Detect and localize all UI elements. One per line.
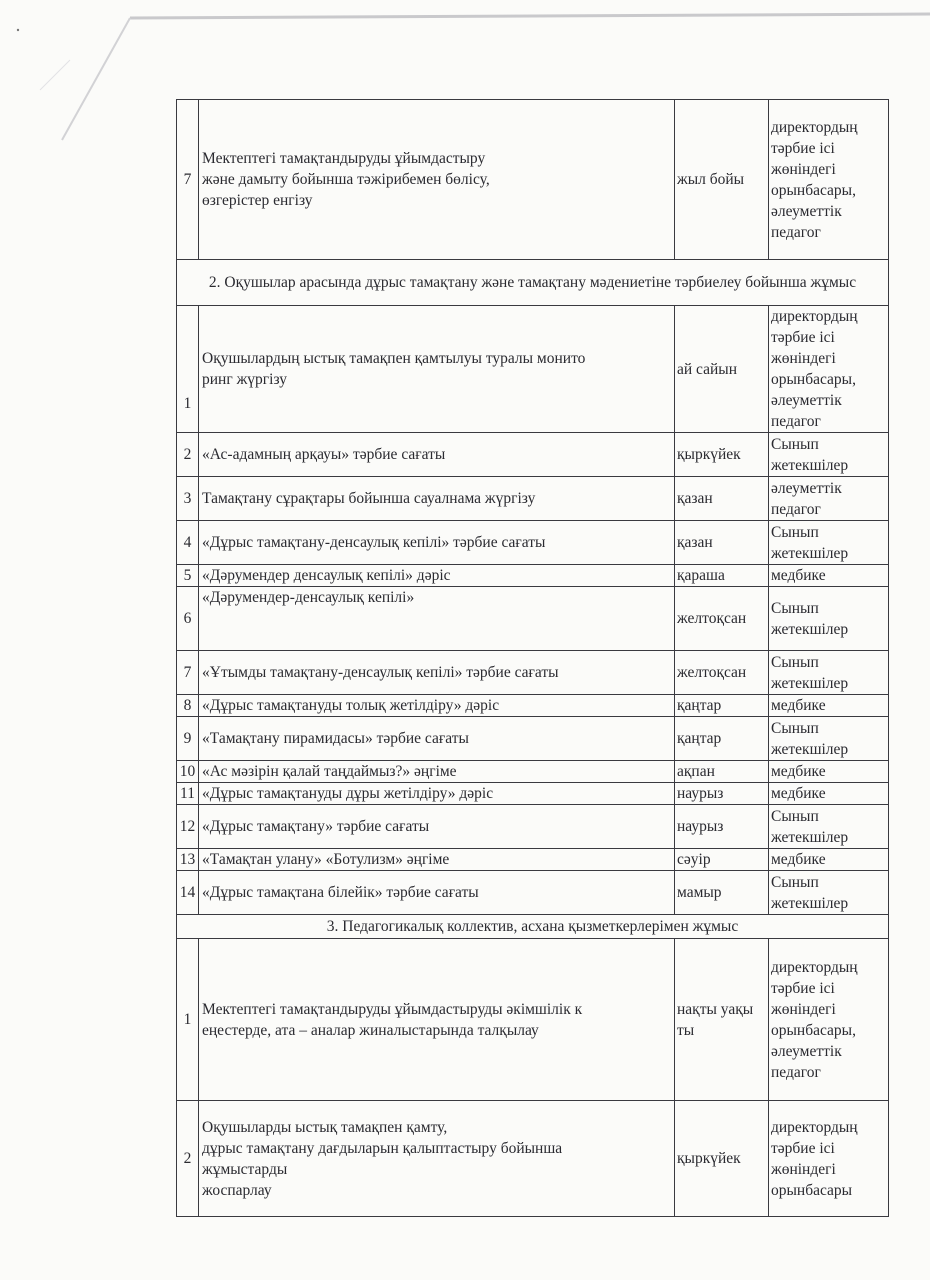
time-cell: сәуір	[675, 849, 769, 871]
activity-cell: «Дұрыс тамақтануды дұры жетілдіру» дәріс	[199, 783, 675, 805]
time-cell: желтоқсан	[675, 651, 769, 695]
row-number: 11	[177, 783, 199, 805]
activity-cell: Оқушылардың ыстық тамақпен қамтылуы туралы монито ринг жүргізу	[199, 306, 675, 433]
time-cell: қыркүйек	[675, 433, 769, 477]
time-cell: ай сайын	[675, 306, 769, 433]
time-cell: жыл бойы	[675, 100, 769, 260]
activity-cell: «Дұрыс тамақтану-денсаулық кепілі» тәрбие сағаты	[199, 521, 675, 565]
table-row	[177, 651, 889, 695]
table-row	[177, 939, 889, 1101]
table-row	[177, 871, 889, 915]
table-row	[177, 849, 889, 871]
activity-cell: «Дұрыс тамақтана білейік» тәрбие сағаты	[199, 871, 675, 915]
responsible-cell: медбике	[769, 761, 889, 783]
row-number: 9	[177, 717, 199, 761]
time-cell: нақты уақы ты	[675, 939, 769, 1101]
row-number: 7	[177, 100, 199, 260]
responsible-cell: Сынып жетекшілер	[769, 433, 889, 477]
time-cell: наурыз	[675, 783, 769, 805]
activity-cell: Тамақтану сұрақтары бойынша сауалнама жүргізу	[199, 477, 675, 521]
table-row	[177, 565, 889, 587]
time-cell: қазан	[675, 477, 769, 521]
activity-cell: «Тамақтану пирамидасы» тәрбие сағаты	[199, 717, 675, 761]
responsible-cell: Сынып жетекшілер	[769, 521, 889, 565]
row-number: 2	[177, 1101, 199, 1217]
table-row	[177, 521, 889, 565]
responsible-cell: директордың тәрбие ісі жөніндегі орынбасары, әлеуметтік педагог	[769, 939, 889, 1101]
activity-cell: «Ас-адамның арқауы» тәрбие сағаты	[199, 433, 675, 477]
row-number: 6	[177, 587, 199, 651]
row-number: 2	[177, 433, 199, 477]
responsible-cell: директордың тәрбие ісі жөніндегі орынбасары, әлеуметтік педагог	[769, 100, 889, 260]
time-cell: қазан	[675, 521, 769, 565]
table-row	[177, 306, 889, 433]
table-row	[177, 783, 889, 805]
responsible-cell: директордың тәрбие ісі жөніндегі орынбасары	[769, 1101, 889, 1217]
activity-cell: «Дәрумендер денсаулық кепілі» дәріс	[199, 565, 675, 587]
table-row	[177, 477, 889, 521]
activity-cell: «Дұрыс тамақтануды толық жетілдіру» дәріс	[199, 695, 675, 717]
table-row	[177, 100, 889, 260]
activity-cell: «Дәрумендер-денсаулық кепілі»	[199, 587, 675, 651]
table-row	[177, 761, 889, 783]
activity-cell: «Тамақтан улану» «Ботулизм» әңгіме	[199, 849, 675, 871]
table-row	[177, 587, 889, 651]
table-row	[177, 717, 889, 761]
time-cell: қыркүйек	[675, 1101, 769, 1217]
time-cell: қаңтар	[675, 717, 769, 761]
responsible-cell: Сынып жетекшілер	[769, 717, 889, 761]
activity-cell: «Дұрыс тамақтану» тәрбие сағаты	[199, 805, 675, 849]
time-cell: мамыр	[675, 871, 769, 915]
row-number: 5	[177, 565, 199, 587]
row-number: 10	[177, 761, 199, 783]
responsible-cell: Сынып жетекшілер	[769, 871, 889, 915]
row-number: 7	[177, 651, 199, 695]
activity-cell: «Ас мәзірін қалай таңдаймыз?» әңгіме	[199, 761, 675, 783]
responsible-cell: медбике	[769, 695, 889, 717]
row-number: 13	[177, 849, 199, 871]
responsible-cell: медбике	[769, 783, 889, 805]
activity-cell: Оқушыларды ыстық тамақпен қамту, дұрыс тамақтану дағдыларын қалыптастыру бойынша жұмыстарды жоспарлау	[199, 1101, 675, 1217]
section-title: 2. Оқушылар арасында дұрыс тамақтану және тамақтану мәдениетіне тәрбиелеу бойынша жұмыс	[177, 260, 889, 306]
row-number: 8	[177, 695, 199, 717]
row-number: 3	[177, 477, 199, 521]
row-number: 14	[177, 871, 199, 915]
time-cell: ақпан	[675, 761, 769, 783]
table-row	[177, 1101, 889, 1217]
responsible-cell: Сынып жетекшілер	[769, 651, 889, 695]
table-row	[177, 805, 889, 849]
row-number: 4	[177, 521, 199, 565]
activity-cell: Мектептегі тамақтандыруды ұйымдастыру және дамыту бойынша тәжірибемен бөлісу, өзгерістер енгізу	[199, 100, 675, 260]
time-cell: қаңтар	[675, 695, 769, 717]
time-cell: желтоқсан	[675, 587, 769, 651]
table-row	[177, 433, 889, 477]
section-header-row	[177, 915, 889, 939]
responsible-cell: директордың тәрбие ісі жөніндегі орынбасары, әлеуметтік педагог	[769, 306, 889, 433]
activity-cell: «Ұтымды тамақтану-денсаулық кепілі» тәрбие сағаты	[199, 651, 675, 695]
responsible-cell: медбике	[769, 565, 889, 587]
row-number: 1	[177, 939, 199, 1101]
responsible-cell: Сынып жетекшілер	[769, 805, 889, 849]
section-title: 3. Педагогикалық коллектив, асхана қызметкерлерімен жұмыс	[177, 915, 889, 939]
row-number: 12	[177, 805, 199, 849]
plan-table	[176, 99, 889, 1217]
row-number: 1	[177, 306, 199, 433]
responsible-cell: медбике	[769, 849, 889, 871]
table-row	[177, 695, 889, 717]
time-cell: қараша	[675, 565, 769, 587]
responsible-cell: әлеуметтік педагог	[769, 477, 889, 521]
responsible-cell: Сынып жетекшілер	[769, 587, 889, 651]
time-cell: наурыз	[675, 805, 769, 849]
activity-cell: Мектептегі тамақтандыруды ұйымдастыруды әкімшілік к еңестерде, ата – аналар жиналыстарында талқылау	[199, 939, 675, 1101]
section-header-row	[177, 260, 889, 306]
